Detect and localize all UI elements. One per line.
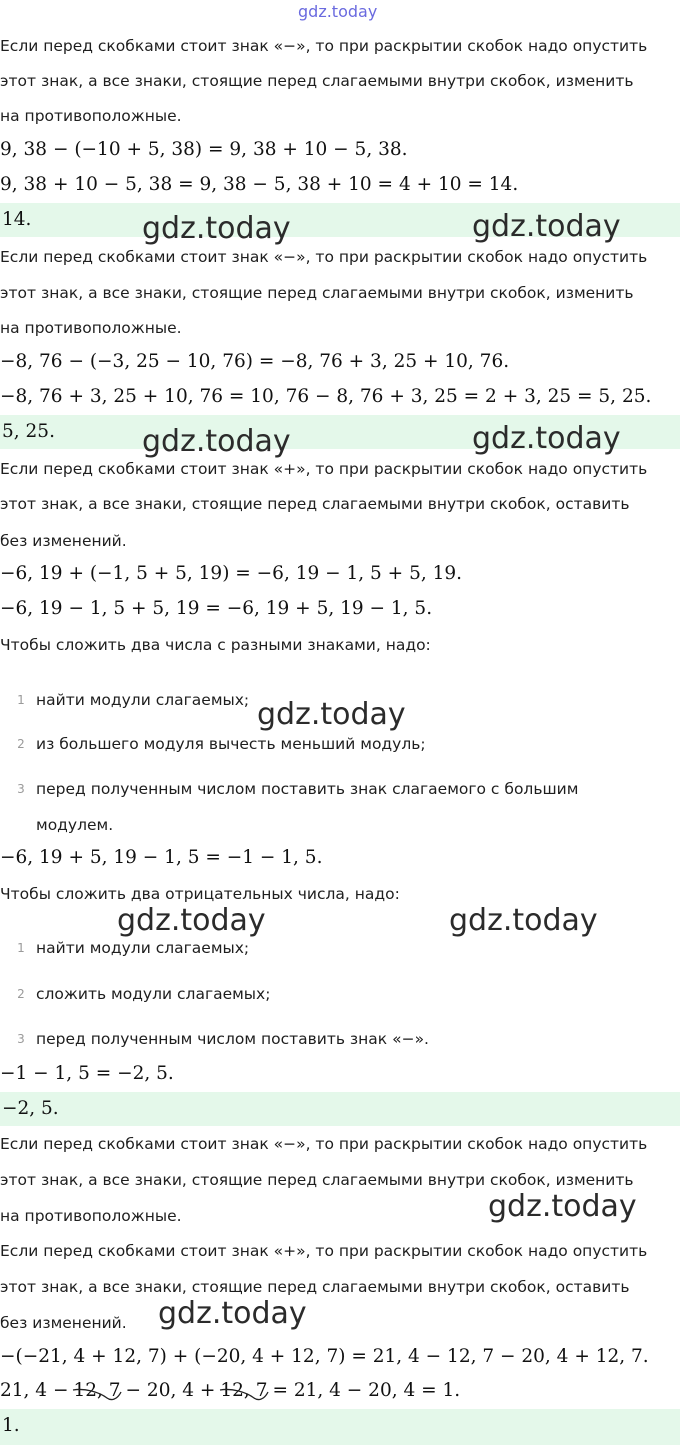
rule-plus-line1: Если перед скобками стоит знак «+», то при раскрытии скобок надо опустить <box>0 1242 648 1260</box>
p1-equation-2: 9, 38 + 10 − 5, 38 = 9, 38 − 5, 38 + 10 = 4 + 10 = 14. <box>0 174 519 195</box>
rule-plus-line1: Если перед скобками стоит знак «+», то при раскрытии скобок надо опустить <box>0 460 648 478</box>
strike-mark <box>71 1384 123 1404</box>
rule-minus-line3: на противоположные. <box>0 1207 182 1225</box>
rule-minus-line2: этот знак, а все знаки, стоящие перед слагаемыми внутри скобок, изменить <box>0 72 634 90</box>
p2-equation-1: −8, 76 − (−3, 25 − 10, 76) = −8, 76 + 3, 25 + 10, 76. <box>0 351 510 372</box>
p4-equation-2 <box>0 1380 460 1402</box>
watermark: gdz.today <box>257 697 406 732</box>
p2-answer: 5, 25. <box>2 421 55 442</box>
p2-equation-2: −8, 76 + 3, 25 + 10, 76 = 10, 76 − 8, 76 + 3, 25 = 2 + 3, 25 = 5, 25. <box>0 386 652 407</box>
watermark: gdz.today <box>142 211 291 246</box>
diff-sign-intro: Чтобы сложить два числа с разными знаками, надо: <box>0 636 431 654</box>
p4-cancelled-value: 12, 7 <box>73 1380 121 1401</box>
list-text: найти модули слагаемых; <box>36 939 250 957</box>
watermark: gdz.today <box>117 903 266 938</box>
p3-answer-box <box>0 1092 680 1126</box>
list-text: перед полученным числом поставить знак слагаемого с большим <box>36 780 579 798</box>
p4-eq2-part: = 21, 4 − 20, 4 = 1. <box>272 1380 461 1401</box>
list-text: из большего модуля вычесть меньший модуль; <box>36 735 426 753</box>
list-number: 1 <box>17 693 25 707</box>
list-number: 2 <box>17 987 25 1001</box>
watermark: gdz.today <box>142 424 291 459</box>
list-text-continued: модулем. <box>36 816 114 834</box>
p3-answer: −2, 5. <box>2 1098 59 1119</box>
p4-answer: 1. <box>2 1415 20 1436</box>
list-text: сложить модули слагаемых; <box>36 985 271 1003</box>
p3-equation-4: −1 − 1, 5 = −2, 5. <box>0 1063 174 1084</box>
p1-answer: 14. <box>2 209 32 230</box>
rule-minus-line2: этот знак, а все знаки, стоящие перед слагаемыми внутри скобок, изменить <box>0 1171 634 1189</box>
watermark: gdz.today <box>472 209 621 244</box>
p4-cancelled-value: 12, 7 <box>220 1380 268 1401</box>
watermark: gdz.today <box>488 1189 637 1224</box>
rule-plus-line2: этот знак, а все знаки, стоящие перед слагаемыми внутри скобок, оставить <box>0 1278 630 1296</box>
list-text: найти модули слагаемых; <box>36 691 250 709</box>
p1-equation-1: 9, 38 − (−10 + 5, 38) = 9, 38 + 10 − 5, 38. <box>0 139 408 160</box>
rule-minus-line1: Если перед скобками стоит знак «−», то при раскрытии скобок надо опустить <box>0 1135 648 1153</box>
watermark-top: gdz.today <box>298 2 378 21</box>
p4-cancelled-term <box>220 1380 267 1402</box>
strike-mark <box>218 1384 270 1404</box>
p4-cancelled-term <box>73 1380 120 1402</box>
watermark: gdz.today <box>449 903 598 938</box>
rule-plus-line3: без изменений. <box>0 532 127 550</box>
p4-equation-1: −(−21, 4 + 12, 7) + (−20, 4 + 12, 7) = 21, 4 − 12, 7 − 20, 4 + 12, 7. <box>0 1346 649 1367</box>
p4-answer-box <box>0 1409 680 1445</box>
rule-minus-line3: на противоположные. <box>0 319 182 337</box>
p4-eq2-part: − 20, 4 + <box>125 1380 216 1401</box>
rule-minus-line3: на противоположные. <box>0 107 182 125</box>
p4-eq2-part: 21, 4 − <box>0 1380 69 1401</box>
rule-plus-line2: этот знак, а все знаки, стоящие перед слагаемыми внутри скобок, оставить <box>0 495 630 513</box>
list-number: 1 <box>17 941 25 955</box>
list-number: 3 <box>17 1032 25 1046</box>
list-text: перед полученным числом поставить знак «−». <box>36 1030 429 1048</box>
rule-plus-line3: без изменений. <box>0 1314 127 1332</box>
rule-minus-line2: этот знак, а все знаки, стоящие перед слагаемыми внутри скобок, изменить <box>0 284 634 302</box>
rule-minus-line1: Если перед скобками стоит знак «−», то при раскрытии скобок надо опустить <box>0 37 648 55</box>
list-number: 3 <box>17 782 25 796</box>
watermark: gdz.today <box>158 1296 307 1331</box>
neg-sum-intro: Чтобы сложить два отрицательных числа, надо: <box>0 885 400 903</box>
p3-equation-2: −6, 19 − 1, 5 + 5, 19 = −6, 19 + 5, 19 − 1, 5. <box>0 598 433 619</box>
p3-equation-3: −6, 19 + 5, 19 − 1, 5 = −1 − 1, 5. <box>0 847 323 868</box>
p3-equation-1: −6, 19 + (−1, 5 + 5, 19) = −6, 19 − 1, 5 + 5, 19. <box>0 563 463 584</box>
watermark: gdz.today <box>472 421 621 456</box>
list-number: 2 <box>17 737 25 751</box>
rule-minus-line1: Если перед скобками стоит знак «−», то при раскрытии скобок надо опустить <box>0 248 648 266</box>
